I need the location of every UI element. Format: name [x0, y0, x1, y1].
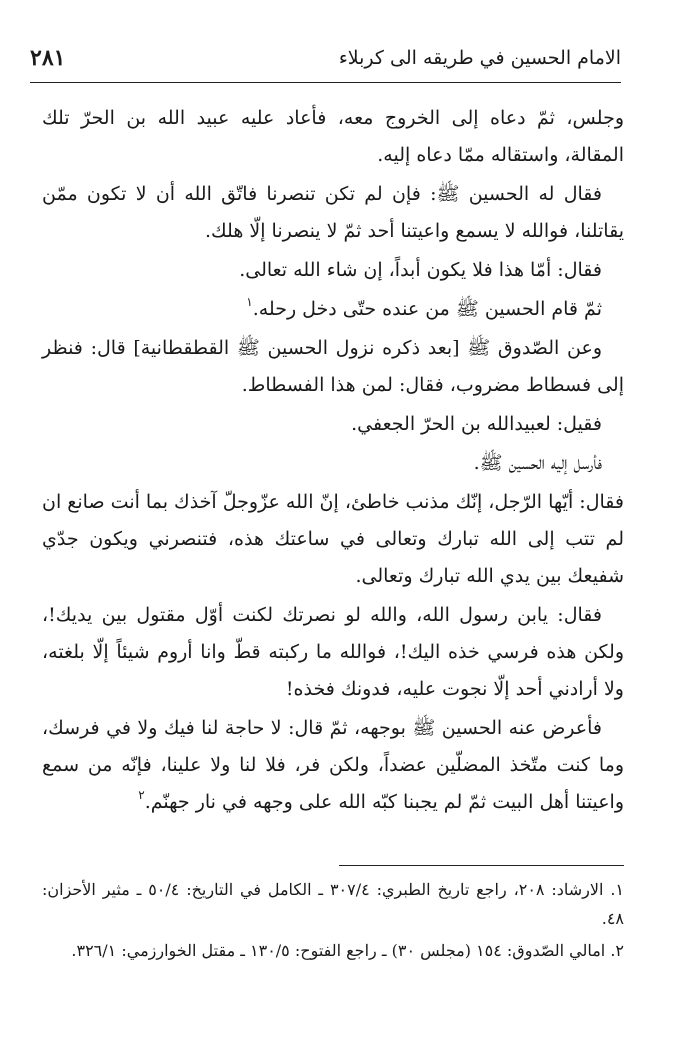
footnote-divider: [339, 865, 624, 866]
footnote: ٢. امالي الصّدوق: ١٥٤ (مجلس ٣٠) ـ راجع الفتوح: ١٣٠/٥ ـ مقتل الخوارزمي: ٣٢٦/١.: [71, 941, 624, 960]
page-number: ٢٨١: [30, 45, 66, 71]
footnote-ref: ٢: [138, 788, 145, 802]
running-title: الامام الحسين في طريقه الى كربلاء: [338, 47, 621, 69]
footnote-ref: ١: [246, 295, 253, 309]
paragraph: فقال: أمّا هذا فلا يكون أبداً، إن شاء الله تعالى.: [239, 259, 602, 281]
paragraph: فقال: أيّها الرّجل، إنّك مذنب خاطئ، إنّ الله عزّوجلّ آخذك بما أنت صانع ان لم تتب إلى الله تبارك وتعالى في ساعتك هذه، فتنصرني ويكون جدّي شفيعك بين يدي الله تبارك وتعالى.: [42, 491, 624, 587]
paragraph: فأعرض عنه الحسين ﷺ بوجهه، ثمّ قال: لا حاجة لنا فيك ولا في فرسك، وما كنت متّخذ المضلّين عضداً، ولكن فر، فلا لنا ولا علينا، فإنّه من سمع واعيتنا أهل البيت ثمّ لم يجبنا كبّه الله على وجهه في نار جهنّم.$^٢$: [42, 717, 624, 813]
paragraph: فأرسل إليه الحسين ﷺ.: [473, 452, 602, 474]
paragraph: ثمّ قام الحسين ﷺ من عنده حتّى دخل رحله.$^١$: [246, 295, 602, 320]
paragraph: وعن الصّدوق ﷺ [بعد ذكره نزول الحسين ﷺ القطقطانية] قال: فنظر إلى فسطاط مضروب، فقال: لمن هذا الفسطاط.: [42, 337, 624, 396]
paragraph: فقال: يابن رسول الله، والله لو نصرتك لكنت أوّل مقتول بين يديك!، ولكن هذه فرسي خذه اليك!، فوالله ما ركبته قطّ وانا أروم شيئاً إلّا بلغته، ولا أرادني أحد إلّا نجوت عليه، فدونك فخذه!: [42, 604, 624, 700]
footnote: ١. الارشاد: ٢٠٨، راجع تاريخ الطبري: ٣٠٧/٤ ـ الكامل في التاريخ: ٥٠/٤ ـ مثير الأحزان: ٤٨.: [42, 880, 624, 928]
paragraph: فقال له الحسين ﷺ: فإن لم تكن تنصرنا فاتّق الله أن لا تكون ممّن يقاتلنا، فوالله لا يسمع واعيتنا أحد ثمّ لا ينصرنا إلّا هلك.: [42, 183, 624, 242]
paragraph: وجلس، ثمّ دعاه إلى الخروج معه، فأعاد عليه عبيد الله بن الحرّ تلك المقالة، واستقاله ممّا دعاه إليه.: [42, 107, 624, 166]
paragraph: فقيل: لعبيدالله بن الحرّ الجعفي.: [351, 413, 602, 435]
body-text: [42, 100, 624, 823]
footnotes: [42, 875, 624, 968]
page-header: [30, 40, 621, 83]
